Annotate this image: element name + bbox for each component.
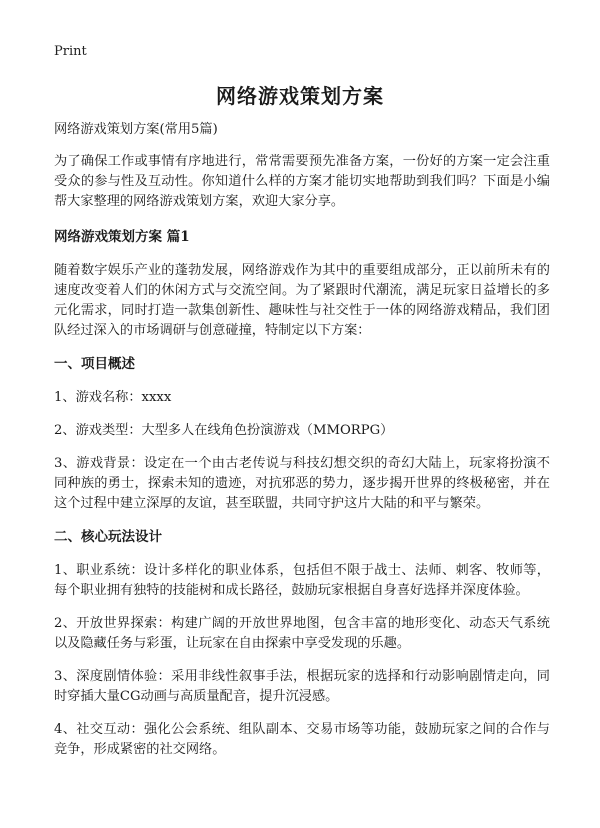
section2-heading: 二、核心玩法设计: [54, 529, 162, 545]
section2-item-social: 4、社交互动：强化公会系统、组队副本、交易市场等功能，鼓励玩家之间的合作与竞争，形成紧密的社交网络。: [54, 722, 550, 757]
part1-paragraph: 随着数字娱乐产业的蓬勃发展，网络游戏作为其中的重要组成部分，正以前所未有的速度改变着人们的休闲方式与交流空间。为了紧跟时代潮流，满足玩家日益增长的多元化需求，同时打造一款集创新性、趣味性与社交性于一体的网络游戏精品，我们团队经过深入的市场调研与创意碰撞，特制定以下方案：: [54, 263, 550, 338]
section2-item-open-world: 2、开放世界探索：构建广阔的开放世界地图，包含丰富的地形变化、动态天气系统以及隐藏任务与彩蛋，让玩家在自由探索中享受发现的乐趣。: [54, 616, 550, 651]
section1-heading: 一、项目概述: [54, 356, 135, 372]
document-body: [54, 120, 550, 773]
section1-item-type: 2、游戏类型：大型多人在线角色扮演游戏（MMORPG）: [54, 423, 394, 438]
part1-heading: 网络游戏策划方案 篇1: [54, 229, 190, 245]
print-link[interactable]: Print: [54, 44, 87, 59]
intro-paragraph: 为了确保工作或事情有序地进行，常常需要预先准备方案，一份好的方案一定会注重受众的参与性及互动性。你知道什么样的方案才能切实地帮助到我们吗？下面是小编帮大家整理的网络游戏策划方案，欢迎大家分享。: [54, 154, 550, 209]
document-subtitle: 网络游戏策划方案(常用5篇): [54, 122, 218, 137]
section1-item-name: 1、游戏名称：xxxx: [54, 390, 172, 405]
page-title: 网络游戏策划方案: [216, 84, 384, 108]
section1-item-background: 3、游戏背景：设定在一个由古老传说与科技幻想交织的奇幻大陆上，玩家将扮演不同种族的勇士，探索未知的遗迹，对抗邪恶的势力，逐步揭开世界的终极秘密，并在这个过程中建立深厚的友谊，甚至联盟，共同守护这片大陆的和平与繁荣。: [54, 456, 550, 511]
section2-item-story: 3、深度剧情体验：采用非线性叙事手法，根据玩家的选择和行动影响剧情走向，同时穿插大量CG动画与高质量配音，提升沉浸感。: [54, 669, 550, 704]
section2-item-class-system: 1、职业系统：设计多样化的职业体系，包括但不限于战士、法师、刺客、牧师等，每个职业拥有独特的技能树和成长路径，鼓励玩家根据自身喜好选择并深度体验。: [54, 563, 550, 598]
